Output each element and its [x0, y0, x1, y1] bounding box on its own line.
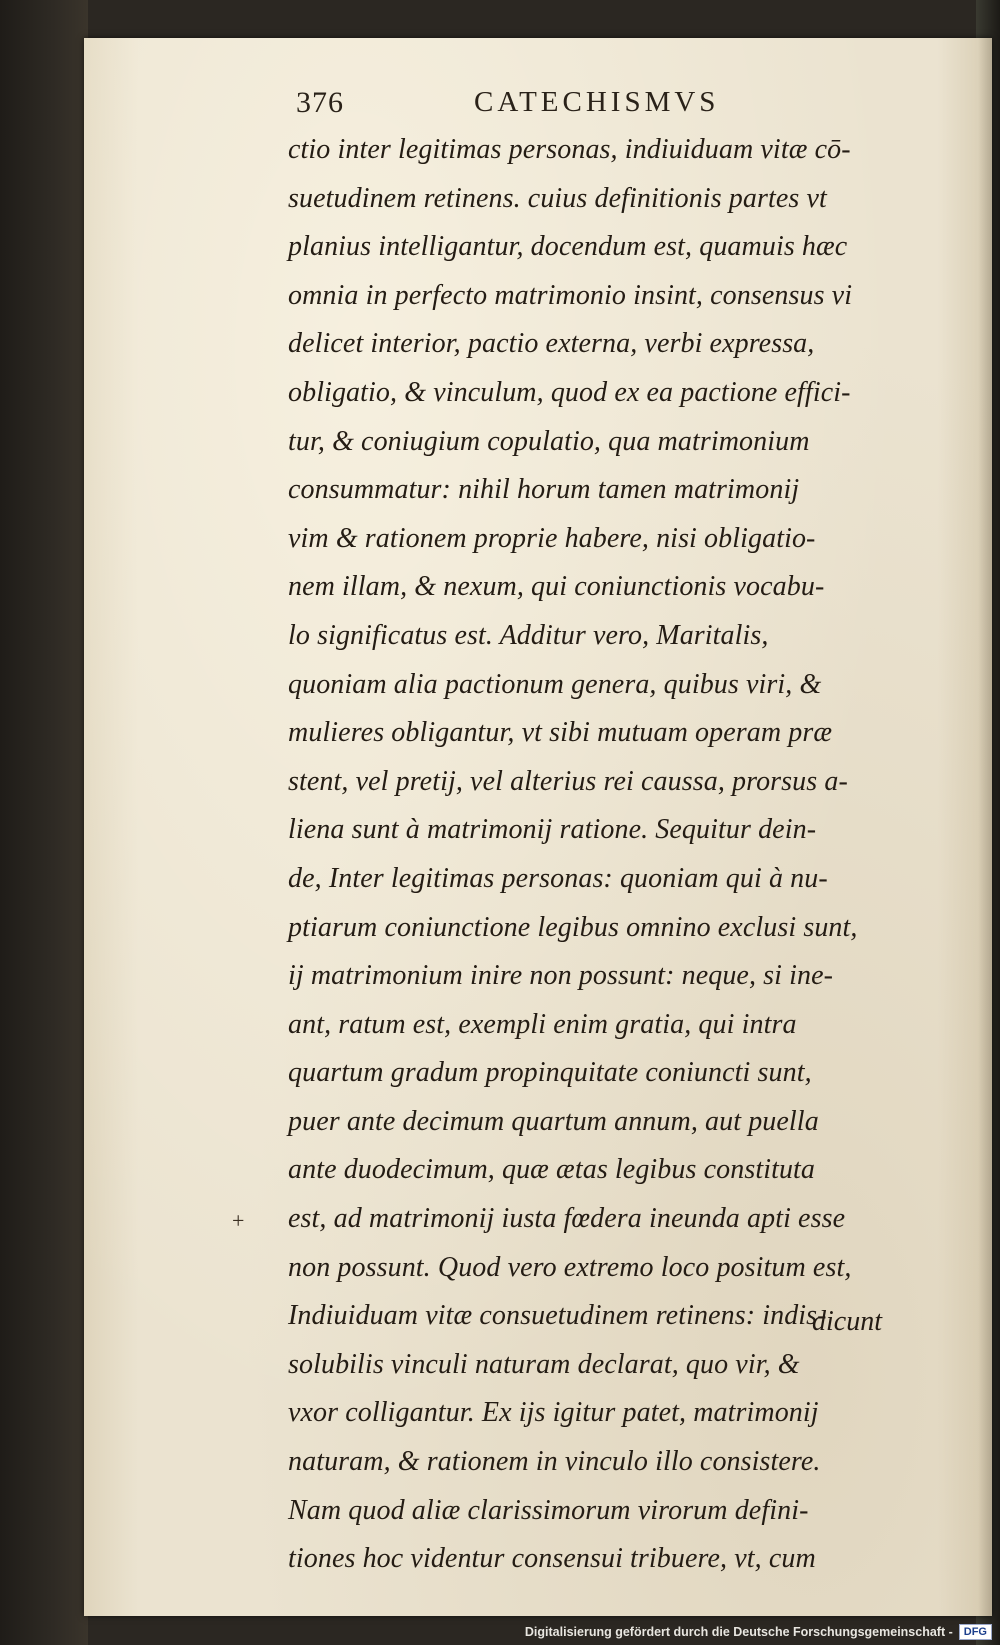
page-edge-shadow [978, 38, 992, 1616]
text-line: omnia in perfecto matrimonio insint, consensus vi [288, 279, 853, 311]
digitization-footer [525, 1623, 992, 1641]
text-line: stent, vel pretij, vel alterius rei caussa, prorsus a- [288, 765, 848, 797]
text-line: ctio inter legitimas personas, indiuiduam vitæ cō- [288, 134, 851, 165]
catchword: dicunt [812, 1306, 882, 1337]
text-line: consummatur: nihil horum tamen matrimonij [288, 474, 800, 506]
funding-credit: Digitalisierung gefördert durch die Deutsche Forschungsgemeinschaft - [524, 1625, 953, 1639]
text-line: Indiuiduam vitæ consuetudinem retinens: indis- [288, 1300, 827, 1332]
text-line: non possunt. Quod vero extremo loco positum est, [288, 1251, 852, 1283]
text-line: naturam, & rationem in vinculo illo consistere. [288, 1446, 821, 1478]
text-line: tiones hoc videntur consensui tribuere, vt, cum [288, 1543, 816, 1575]
text-line: delicet interior, pactio externa, verbi expressa, [288, 328, 815, 360]
text-line: solubilis vinculi naturam declarat, quo vir, & [288, 1348, 800, 1380]
text-line: quartum gradum propinquitate coniuncti sunt, [288, 1057, 812, 1089]
text-line: liena sunt à matrimonij ratione. Sequitur dein- [288, 814, 817, 846]
text-line: vxor colligantur. Ex ijs igitur patet, matrimonij [288, 1397, 819, 1429]
text-line: Nam quod aliæ clarissimorum virorum defini- [288, 1494, 809, 1526]
page-number: 376 [296, 86, 344, 119]
text-line: ant, ratum est, exempli enim gratia, qui intra [288, 1008, 797, 1040]
page-header [296, 86, 916, 126]
body-text [288, 126, 914, 1584]
text-line: quoniam alia pactionum genera, quibus viri, & [288, 668, 822, 700]
text-line: est, ad matrimonij iusta fœdera ineunda apti esse [288, 1203, 846, 1235]
text-line: de, Inter legitimas personas: quoniam qui à nu- [288, 862, 828, 894]
text-line: obligatio, & vinculum, quod ex ea pactione effici- [288, 376, 851, 408]
margin-mark: + [232, 1208, 245, 1233]
text-line: ante duodecimum, quæ ætas legibus constituta [288, 1154, 816, 1186]
text-line: tur, & coniugium copulatio, qua matrimonium [288, 425, 810, 457]
text-line: planius intelligantur, docendum est, quamuis hæc [288, 231, 848, 263]
background-left [0, 0, 88, 1645]
text-line: suetudinem retinens. cuius definitionis partes vt [288, 182, 827, 214]
text-line: vim & rationem proprie habere, nisi obligatio- [288, 522, 816, 554]
text-line: nem illam, & nexum, qui coniunctionis vocabu- [288, 571, 825, 603]
running-title: CATECHISMVS [474, 86, 720, 118]
text-line: ij matrimonium inire non possunt: neque, si ine- [288, 960, 834, 992]
text-line: ptiarum coniunctione legibus omnino exclusi sunt, [288, 911, 858, 943]
dfg-logo: DFG [959, 1624, 992, 1640]
text-line: lo significatus est. Additur vero, Maritalis, [288, 619, 769, 651]
text-line: puer ante decimum quartum annum, aut puella [288, 1105, 819, 1137]
text-line: mulieres obligantur, vt sibi mutuam operam præ [288, 717, 833, 749]
